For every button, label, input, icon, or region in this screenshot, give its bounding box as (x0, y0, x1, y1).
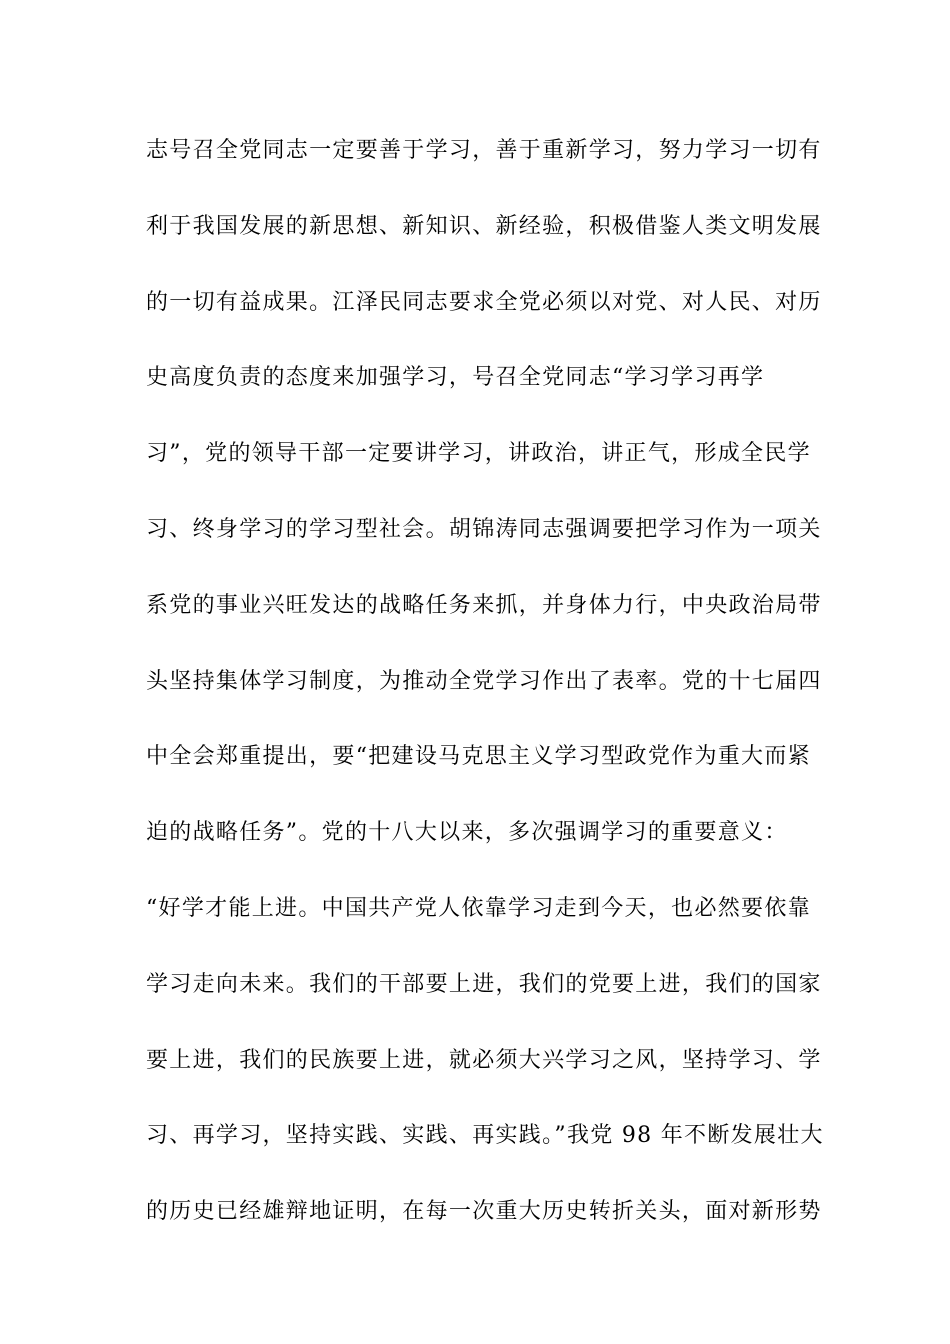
text-line: 头坚持集体学习制度，为推动全党学习作出了表率。党的十七届四 (146, 668, 822, 694)
text-line: 志号召全党同志一定要善于学习，善于重新学习，努力学习一切有 (146, 138, 822, 163)
text-line: 习、终身学习的学习型社会。胡锦涛同志强调要把学习作为一项关 (146, 516, 822, 542)
body-text (146, 133, 824, 1270)
text-line: 习、再学习，坚持实践、实践、再实践。”我党 98 年不断发展壮大 (146, 1123, 824, 1149)
text-line: 要上进，我们的民族要上进，就必须大兴学习之风，坚持学习、学 (146, 1047, 822, 1073)
text-line: 迫的战略任务”。党的十八大以来，多次强调学习的重要意义： (146, 820, 788, 846)
text-line: 史高度负责的态度来加强学习，号召全党同志“学习学习再学 (146, 365, 765, 391)
text-line: 利于我国发展的新思想、新知识、新经验，积极借鉴人类文明发展 (146, 213, 822, 239)
text-line: 系党的事业兴旺发达的战略任务来抓，并身体力行，中央政治局带 (146, 592, 822, 618)
text-line: 学习走向未来。我们的干部要上进，我们的党要上进，我们的国家 (146, 971, 822, 997)
text-line: “好学才能上进。中国共产党人依靠学习走到今天，也必然要依靠 (146, 895, 811, 921)
text-line: 中全会郑重提出，要“把建设马克思主义学习型政党作为重大而紧 (146, 744, 811, 770)
text-line: 的历史已经雄辩地证明，在每一次重大历史转折关头，面对新形势 (146, 1199, 822, 1225)
text-line: 的一切有益成果。江泽民同志要求全党必须以对党、对人民、对历 (146, 289, 822, 315)
text-line: 习”，党的领导干部一定要讲学习，讲政治，讲正气，形成全民学 (146, 441, 811, 467)
